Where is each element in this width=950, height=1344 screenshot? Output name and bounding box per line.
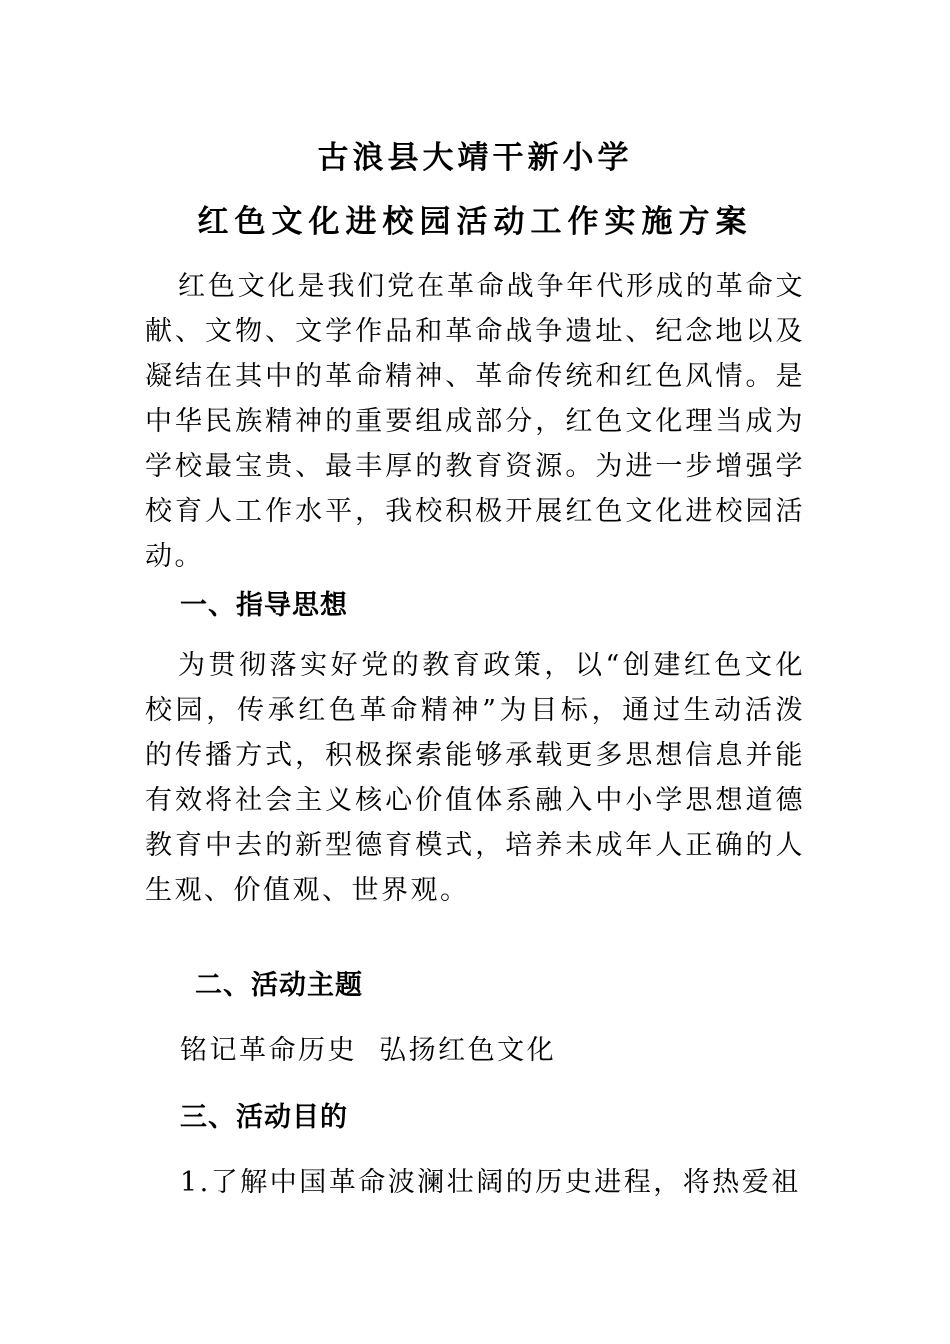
section-heading-guiding-ideology: 一、指导思想 [180,590,348,621]
document-title-school: 古浪县大靖干新小学 [317,140,633,176]
activity-theme-text: 铭记革命历史 弘扬红色文化 [180,1035,557,1066]
document-title-plan: 红色文化进校园活动工作实施方案 [197,204,753,240]
intro-paragraph: 红色文化是我们党在革命战争年代形成的革命文献、文物、文学作品和革命战争遗址、纪念地以及凝结在其中的革命精神、革命传统和红色风情。是中华民族精神的重要组成部分，红色文化理当成为学校最宝贵、最丰厚的教育资源。为进一步增强学校育人工作水平，我校积极开展红色文化进校园活动。 [145,271,805,572]
section-heading-activity-purpose: 三、活动目的 [180,1102,348,1133]
guiding-ideology-paragraph: 为贯彻落实好党的教育政策，以“创建红色文化校园，传承红色革命精神”为目标，通过生动活泼的传播方式，积极探索能够承载更多思想信息并能有效将社会主义核心价值体系融入中小学思想道德教育中去的新型德育模式，培养未成年人正确的人生观、价值观、世界观。 [145,650,805,906]
activity-purpose-item-1: 1.了解中国革命波澜壮阔的历史进程，将热爱祖 [180,1167,801,1198]
section-heading-activity-theme: 二、活动主题 [195,970,363,1001]
